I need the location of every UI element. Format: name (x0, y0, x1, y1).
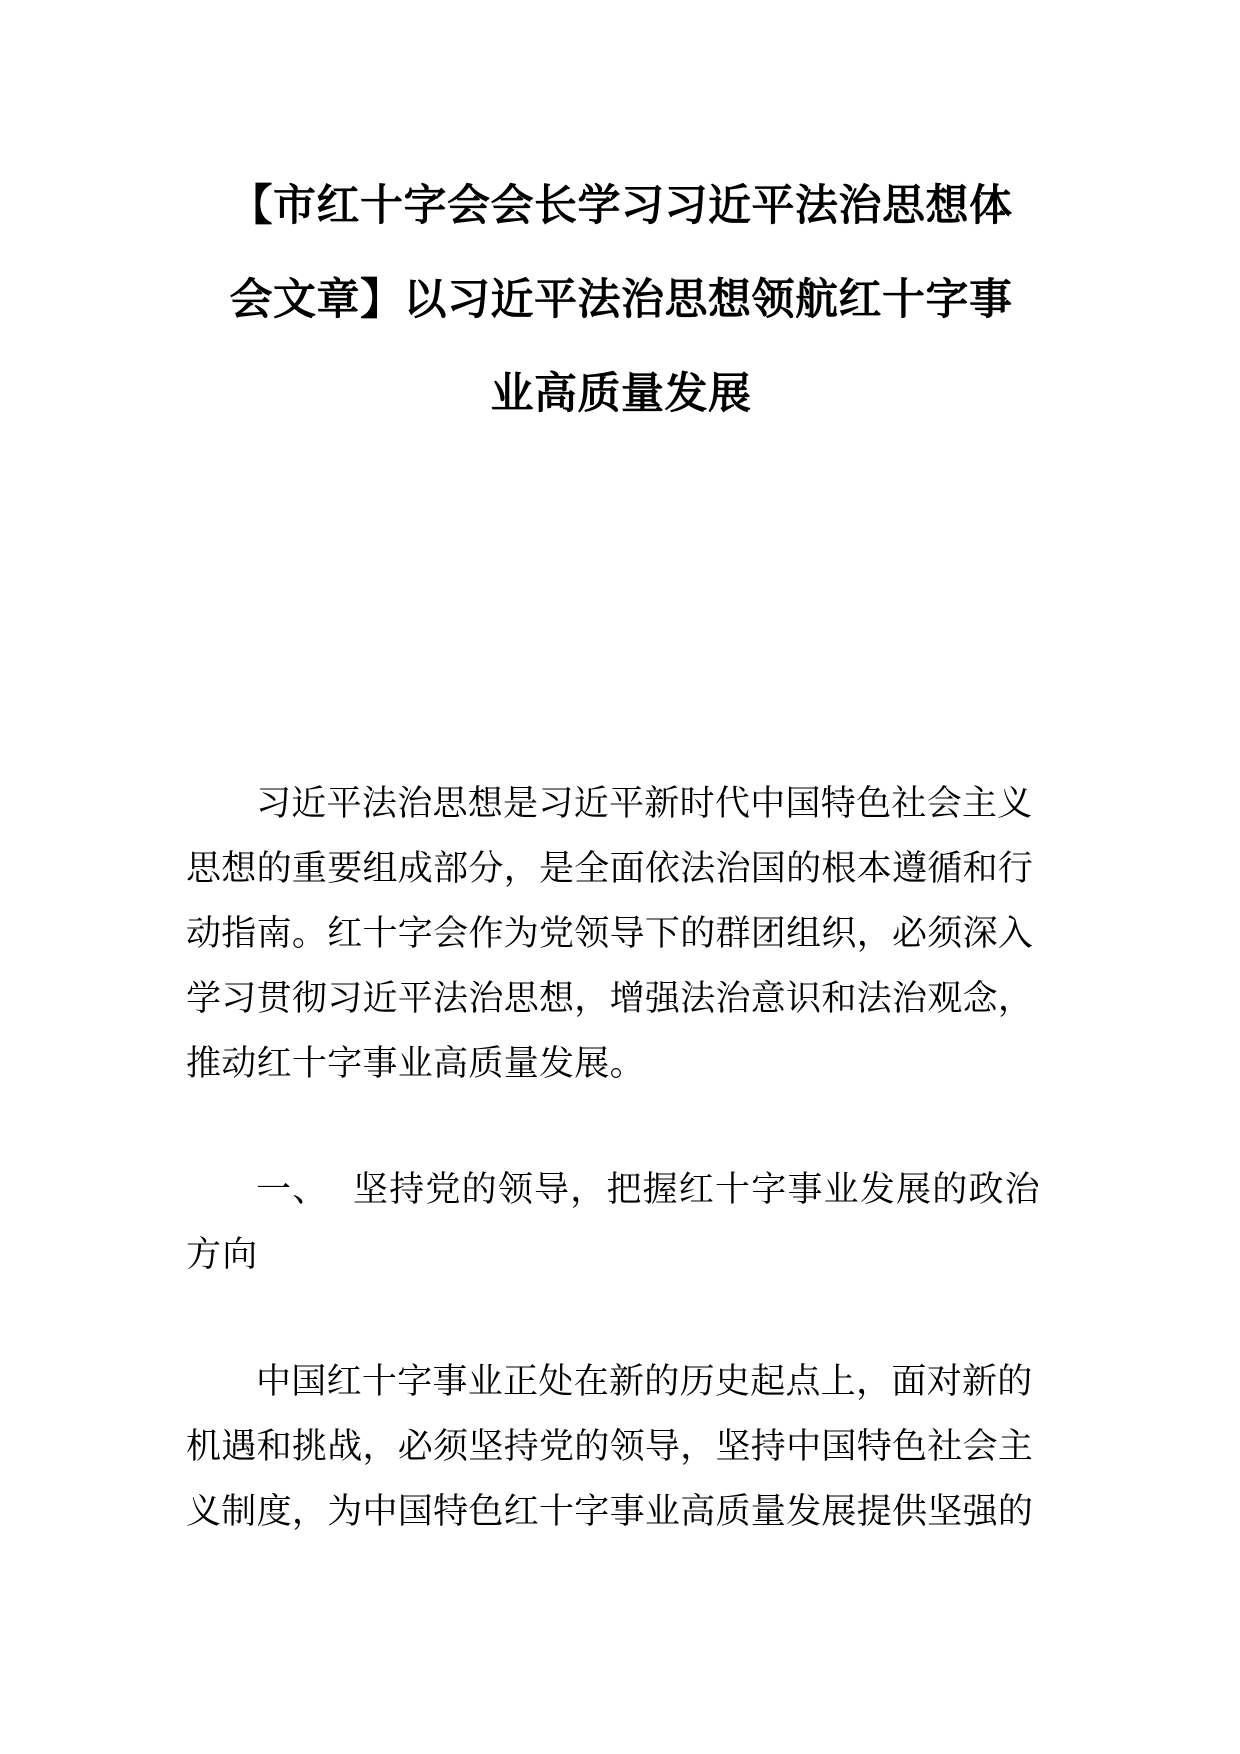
paragraph-line: 动指南。红十字会作为党领导下的群团组织，必须深入 (186, 914, 1034, 954)
heading-line: 方向 (186, 1235, 259, 1275)
paragraph-section-1 (186, 1350, 1048, 1545)
document-title (186, 181, 1056, 466)
section-heading-1 (186, 1158, 1048, 1288)
title-line-2: 会文章】以习近平法治思想领航红十字事 (229, 275, 1013, 325)
title-line-3: 业高质量发展 (490, 369, 752, 419)
paragraph-line: 义制度，为中国特色红十字事业高质量发展提供坚强的 (186, 1492, 1034, 1532)
paragraph-line: 机遇和挑战，必须坚持党的领导，坚持中国特色社会主 (186, 1427, 1034, 1467)
paragraph-line: 中国红十字事业正处在新的历史起点上，面对新的 (256, 1362, 1033, 1402)
paragraph-intro (186, 772, 1048, 1097)
paragraph-line: 学习贯彻习近平法治思想，增强法治意识和法治观念， (186, 979, 1034, 1019)
paragraph-line: 推动红十字事业高质量发展。 (186, 1044, 645, 1084)
paragraph-line: 习近平法治思想是习近平新时代中国特色社会主义 (256, 784, 1033, 824)
paragraph-line: 思想的重要组成部分，是全面依法治国的根本遵循和行 (186, 849, 1034, 889)
heading-line: 一、 坚持党的领导，把握红十字事业发展的政治 (256, 1170, 1041, 1210)
title-line-1: 【市红十字会会长学习习近平法治思想体 (229, 181, 1013, 231)
